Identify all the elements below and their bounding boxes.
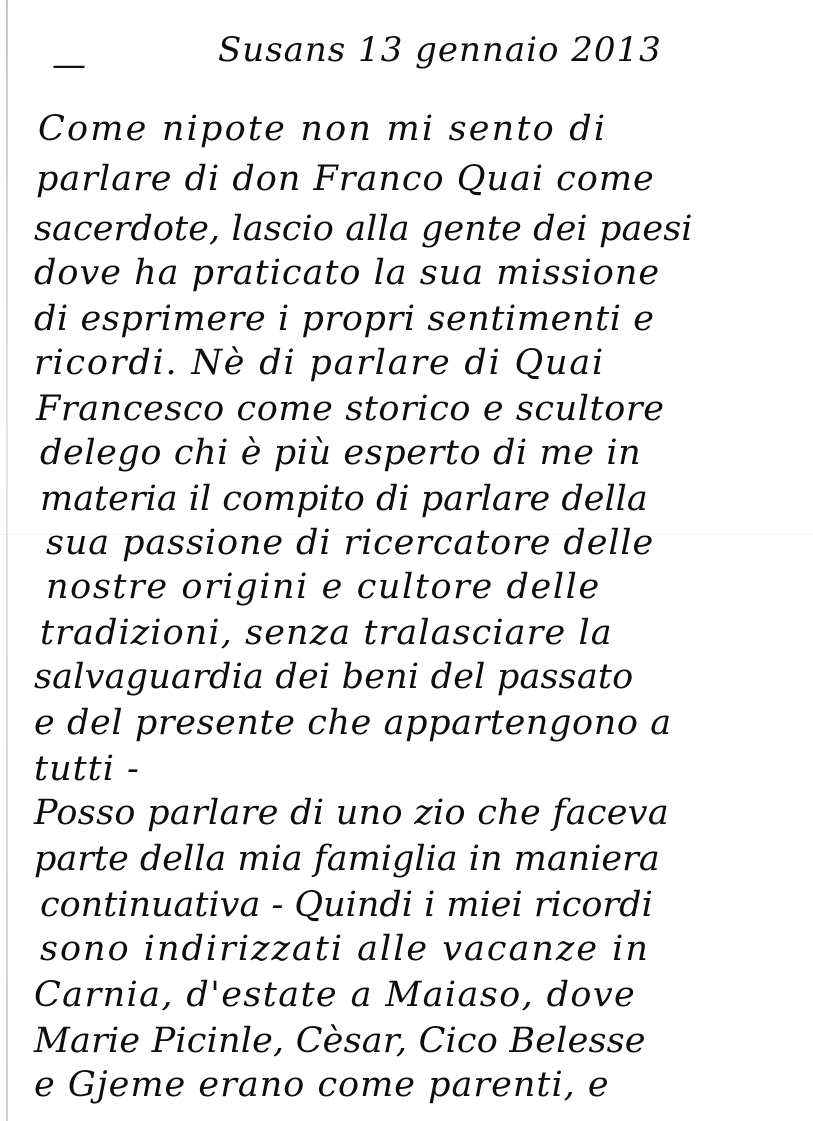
margin-dash: — — [52, 45, 86, 85]
letter-line: di esprimere i propri sentimenti e — [34, 299, 655, 339]
letter-line: salvaguardia dei beni del passato — [34, 657, 634, 697]
letter-line: parlare di don Franco Quai come — [36, 159, 655, 199]
letter-line: parte della mia famiglia in maniera — [34, 839, 660, 879]
letter-line: continuativa - Quindi i miei ricordi — [40, 885, 653, 925]
letter-line: Marie Picinle, Cèsar, Cico Belesse — [34, 1021, 646, 1061]
letter-line: tradizioni, senza tralasciare la — [40, 613, 613, 653]
letter-line: nostre origini e cultore delle — [46, 567, 601, 607]
letter-date: Susans 13 gennaio 2013 — [218, 30, 662, 70]
letter-line: Come nipote non mi sento di — [38, 109, 608, 149]
paper-left-edge — [6, 0, 8, 1121]
letter-line: sono indirizzati alle vacanze in — [40, 929, 650, 969]
letter-line: sacerdote, lascio alla gente dei paesi — [34, 209, 693, 249]
letter-line: sua passione di ricercatore delle — [46, 523, 655, 563]
letter-line: Carnia, d'estate a Maiaso, dove — [34, 975, 637, 1015]
letter-line: materia il compito di parlare della — [40, 479, 648, 519]
letter-line: e del presente che appartengono a — [34, 703, 672, 743]
letter-line: Francesco come storico e scultore — [36, 389, 665, 429]
letter-line: Posso parlare di uno zio che faceva — [34, 793, 670, 833]
letter-line: delego chi è più esperto di me in — [40, 433, 642, 473]
letter-line: ricordi. Nè di parlare di Quai — [34, 343, 606, 383]
letter-line: tutti - — [34, 749, 140, 789]
letter-line: dove ha praticato la sua missione — [34, 253, 661, 293]
letter-line: e Gjeme erano come parenti, e — [34, 1065, 610, 1105]
